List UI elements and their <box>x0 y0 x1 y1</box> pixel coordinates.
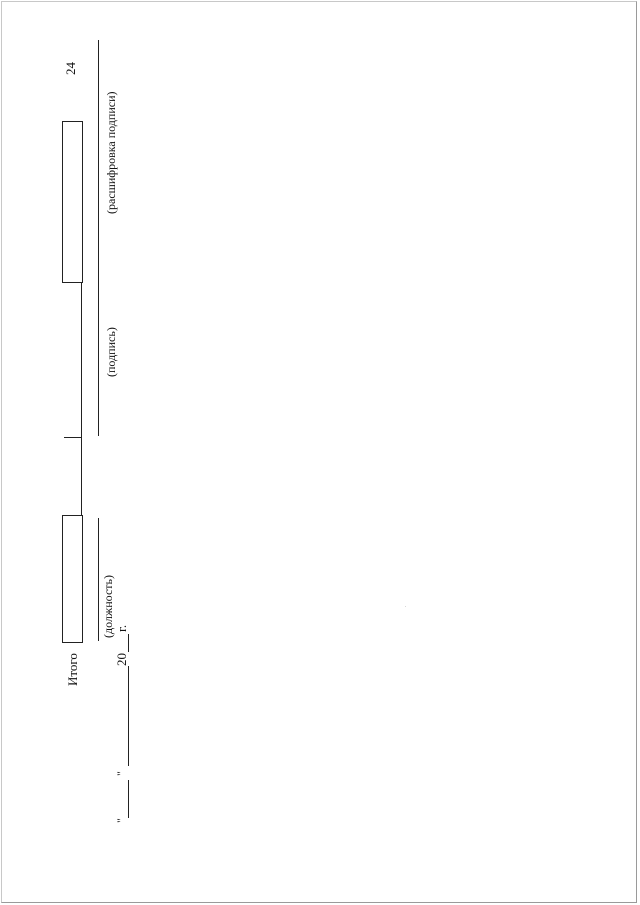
total-row-baseline <box>81 283 82 515</box>
page-border <box>1 1 637 903</box>
scan-speck <box>405 606 406 607</box>
date-year-blank <box>128 634 129 652</box>
date-day-blank <box>128 780 129 818</box>
date-month-blank <box>128 666 129 766</box>
total-row-tick <box>64 437 82 438</box>
page-number: 24 <box>63 62 78 75</box>
total-label: Итого <box>65 653 80 686</box>
signature-line-bottom <box>98 518 99 641</box>
date-year-suffix: г. <box>114 624 129 632</box>
total-box-upper <box>62 121 83 283</box>
date-year-prefix: 20 <box>114 653 129 666</box>
signature-line-top <box>98 40 99 436</box>
position-caption: (должность) <box>101 575 115 638</box>
date-open-quote: " <box>114 818 128 823</box>
decoding-caption: (расшифровка подписи) <box>104 91 118 214</box>
total-box-lower <box>62 515 83 643</box>
date-close-quote: " <box>114 771 128 776</box>
signature-caption: (подпись) <box>104 327 118 377</box>
